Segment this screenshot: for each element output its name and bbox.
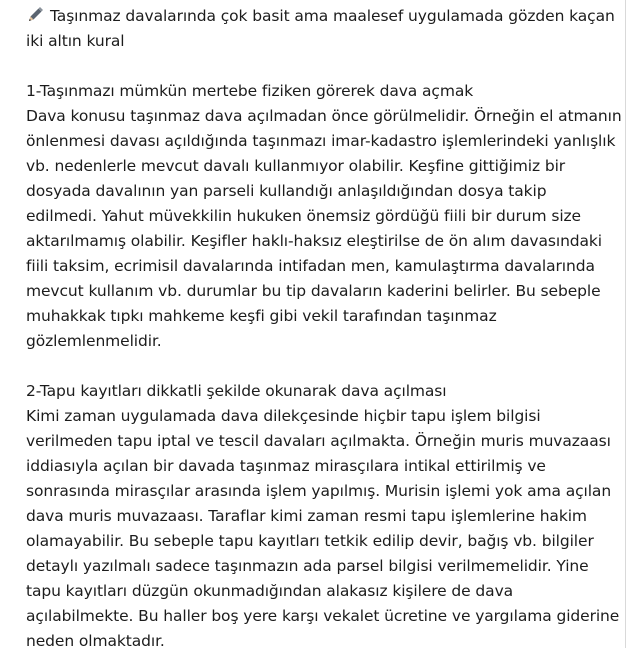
section-1-line: aktarılmamış olabilir. Keşifler haklı-haksız eleştirilse de ön alım davasındaki xyxy=(26,232,603,250)
section-1-heading: 1-Taşınmazı mümkün mertebe fiziken görerek dava açmak xyxy=(26,82,474,100)
section-2-line: olamayabilir. Bu sebeple tapu kayıtları tetkik edilip devir, bağış vb. bilgiler xyxy=(26,532,594,550)
section-2-line: tapu kayıtları düzgün okunmadığından alakasız kişilere de dava xyxy=(26,582,514,600)
post-title-line-2: iki altın kural xyxy=(26,32,125,50)
section-2-line: dava muris muvazaası. Taraflar kimi zaman resmi tapu işlemlerine hakim xyxy=(26,507,587,525)
section-2-heading: 2-Tapu kayıtları dikkatli şekilde okunarak dava açılması xyxy=(26,382,447,400)
section-2-line: açılabilmekte. Bu haller boş yere karşı vekalet ücretine ve yargılama giderine xyxy=(26,607,620,625)
section-2-line: detaylı yazılmalı sadece taşınmazın ada parsel bilgisi verilmemelidir. Yine xyxy=(26,557,589,575)
post-title-text-1: Taşınmaz davalarında çok basit ama maalesef uygulamada gözden kaçan xyxy=(50,7,615,25)
section-1-line: dosyada davalının yan parseli kullandığı anlaşıldığından dosya takip xyxy=(26,182,547,200)
section-2-line: sonrasında mirasçılar arasında işlem yapılmış. Murisin işlemi yok ama açılan xyxy=(26,482,612,500)
section-1-line: gözlemlenmelidir. xyxy=(26,332,162,350)
pencil-icon xyxy=(26,6,44,24)
section-1-line: önlenmesi davası açıldığında taşınmazı imar-kadastro işlemlerindeki yanlışlık xyxy=(26,132,616,150)
section-1-line: edilmedi. Yahut müvekkilin hukuken önemsiz gördüğü fiili bir durum size xyxy=(26,207,581,225)
post-body xyxy=(26,4,620,648)
section-2-line: neden olmaktadır. xyxy=(26,632,165,648)
section-1-line: muhakkak tıpkı mahkeme keşfi gibi vekil tarafından taşınmaz xyxy=(26,307,497,325)
section-1-line: mevcut kullanım vb. durumlar bu tip davaların kaderini belirler. Bu sebeple xyxy=(26,282,601,300)
paragraph-gap xyxy=(26,54,620,79)
section-1-line: Dava konusu taşınmaz dava açılmadan önce görülmelidir. Örneğin el atmanın xyxy=(26,107,622,125)
section-1-line: vb. nedenlerle mevcut davalı kullanmıyor olabilir. Keşfine gittiğimiz bir xyxy=(26,157,566,175)
section-2-line: iddiasıyla açılan bir davada taşınmaz mirasçılara intikal ettirilmiş ve xyxy=(26,457,546,475)
post-title-line-1 xyxy=(26,4,620,29)
section-1-line: fiili taksim, ecrimisil davalarında intifadan men, kamulaştırma davalarında xyxy=(26,257,595,275)
paragraph-gap xyxy=(26,354,620,379)
section-2-line: Kimi zaman uygulamada dava dilekçesinde hiçbir tapu işlem bilgisi xyxy=(26,407,541,425)
section-2-line: verilmeden tapu iptal ve tescil davaları açılmakta. Örneğin muris muvazaası xyxy=(26,432,611,450)
